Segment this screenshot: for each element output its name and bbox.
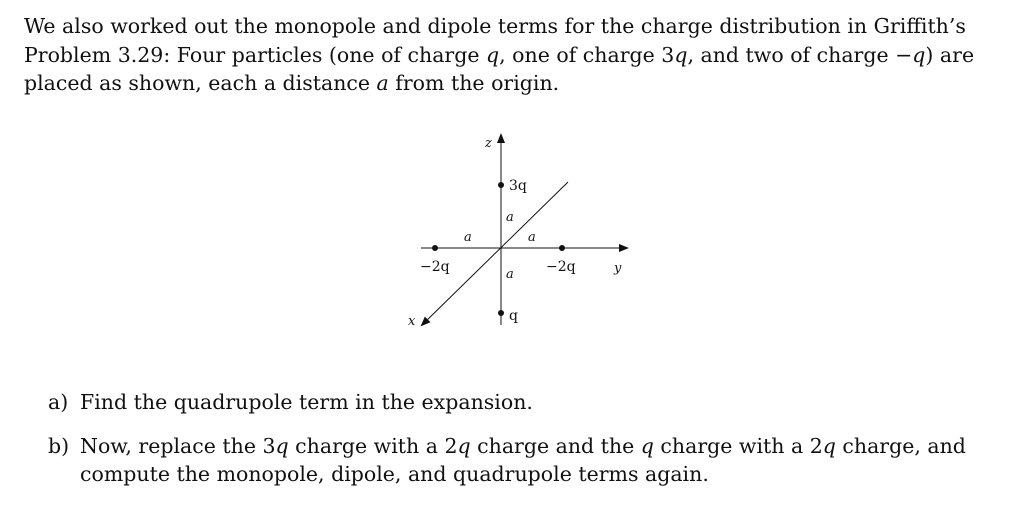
x-axis [422, 182, 568, 325]
charge-dot-top [498, 182, 504, 188]
charge-dot-bottom [498, 310, 504, 316]
charge-label-top: 3q [509, 178, 527, 194]
axis-label-x: x [408, 314, 416, 329]
question-marker: a) [48, 390, 69, 414]
problem-intro: We also worked out the monopole and dipole terms for the charge distribution in Griffith’s Problem 3.29: Four particles (one of charge q, one of charge 3q, and two of charge −q) are placed as shown, each a distance a from the origin. [24, 14, 975, 95]
axis-label-z: z [485, 136, 492, 151]
charge-label-left: −2q [420, 259, 450, 275]
question-marker: b) [48, 434, 70, 458]
charge-label-right: −2q [546, 259, 576, 275]
distance-label-top: a [506, 210, 514, 225]
question-a [48, 388, 1008, 416]
charge-dot-left [432, 245, 438, 251]
question-text: Now, replace the 3q charge with a 2q charge and the q charge with a 2q charge, and compute the monopole, dipole, and quadrupole terms again. [80, 434, 966, 486]
question-b [48, 432, 1008, 488]
charge-dot-right [559, 245, 565, 251]
distance-label-left: a [464, 230, 472, 245]
charge-label-bottom: q [509, 308, 518, 324]
distance-label-right: a [528, 230, 536, 245]
question-list [48, 388, 1008, 504]
question-text: Find the quadrupole term in the expansion. [80, 390, 533, 414]
distance-label-bottom: a [506, 267, 514, 282]
charge-distribution-figure [405, 125, 645, 335]
axis-label-y: y [614, 261, 622, 276]
